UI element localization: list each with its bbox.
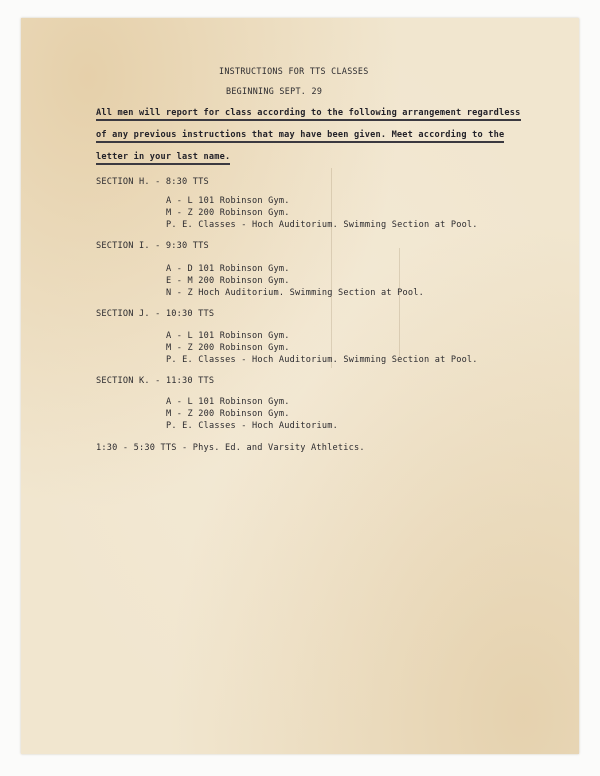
paper-crease	[399, 248, 400, 358]
section-line: M - Z 200 Robinson Gym.	[166, 343, 290, 353]
section-line: P. E. Classes - Hoch Auditorium.	[166, 421, 338, 431]
section-line: E - M 200 Robinson Gym.	[166, 276, 290, 286]
section-heading: SECTION I. - 9:30 TTS	[96, 241, 209, 251]
document-subtitle: BEGINNING SEPT. 29	[226, 86, 323, 96]
section-heading: SECTION J. - 10:30 TTS	[96, 309, 215, 319]
section-heading: SECTION H. - 8:30 TTS	[96, 177, 209, 187]
paper-crease	[331, 168, 332, 368]
section-line: M - Z 200 Robinson Gym.	[166, 208, 290, 218]
section-line: A - D 101 Robinson Gym.	[166, 264, 290, 274]
section-line: P. E. Classes - Hoch Auditorium. Swimming Section at Pool.	[166, 220, 478, 230]
section-line: P. E. Classes - Hoch Auditorium. Swimming Section at Pool.	[166, 355, 478, 365]
intro-line: letter in your last name.	[96, 152, 230, 165]
document-title: INSTRUCTIONS FOR TTS CLASSES	[219, 66, 369, 76]
section-line: M - Z 200 Robinson Gym.	[166, 409, 290, 419]
intro-line: All men will report for class according to the following arrangement regardless	[96, 108, 521, 121]
intro-line: of any previous instructions that may have been given. Meet according to the	[96, 130, 504, 143]
typed-sheet	[21, 18, 579, 754]
section-heading: SECTION K. - 11:30 TTS	[96, 376, 215, 386]
section-line: N - Z Hoch Auditorium. Swimming Section at Pool.	[166, 288, 424, 298]
section-line: A - L 101 Robinson Gym.	[166, 397, 290, 407]
section-line: A - L 101 Robinson Gym.	[166, 331, 290, 341]
afternoon-schedule-line: 1:30 - 5:30 TTS - Phys. Ed. and Varsity Athletics.	[96, 443, 365, 453]
section-line: A - L 101 Robinson Gym.	[166, 196, 290, 206]
